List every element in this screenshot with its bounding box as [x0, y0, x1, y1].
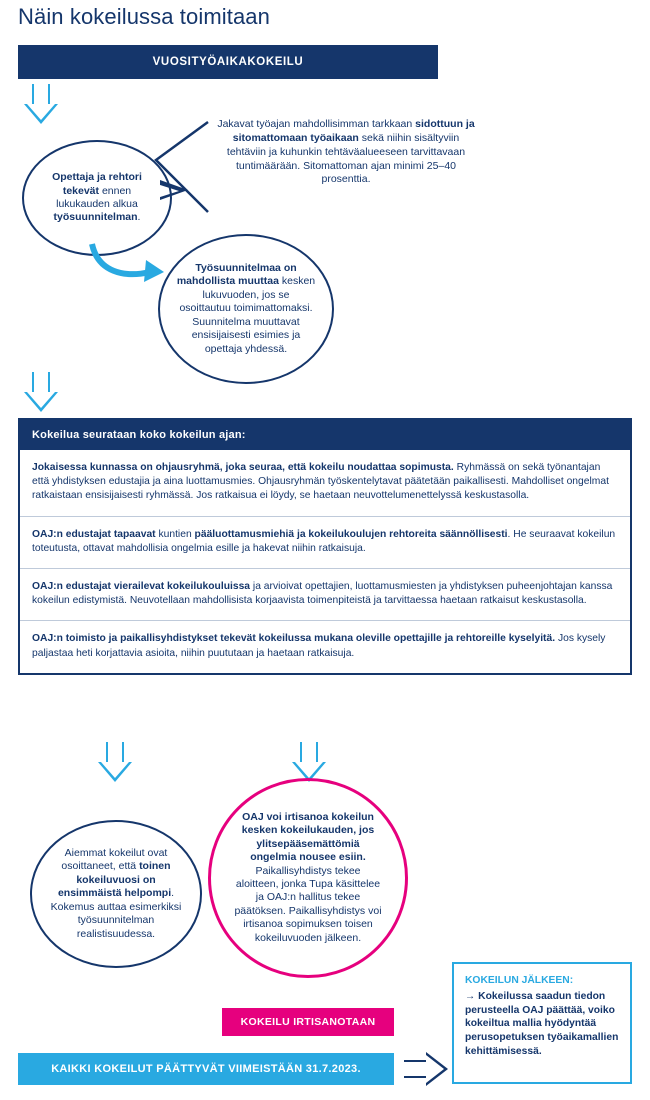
banner-kaikki-kokeilut — [18, 1053, 394, 1085]
bubble-opettaja-bold1: Opettaja ja rehtori tekevät — [52, 171, 142, 197]
bubble-opettaja-mid: ennen lukukauden alkua — [56, 184, 138, 210]
bubble-aiemmat-kokeilut — [30, 820, 202, 968]
bubble-opettaja-tail: . — [137, 211, 141, 224]
banner-kokeilu-irtisanotaan-label: KOKEILU IRTISANOTAAN — [240, 1016, 376, 1028]
arrow-right-icon — [404, 1052, 448, 1086]
callout-part2: sekä niihin sisältyviin tehtäviin ja kuhunkin tehtäväalueeseen tarvittavaan tuntimäärään. Sitomattoman ajan minimi 25–40 prosenttia. — [226, 131, 466, 186]
monitor-item-1-rest: Ryhmässä on sekä työnantajan että yhdistyksen edustajia ja aina luottamusmies. Ohjausryhmän työskentelytavat päätetään paikallisesti. Mahdolliset ongelmat ratkaistaan ensisijaisesti ryhmässä. Jos ratkaisua ei löydy, se haetaan neuvottelumenettelyssä keskustasolla. — [32, 462, 609, 502]
monitor-item-1 — [20, 450, 630, 517]
panel-kokeilua-seurataan — [18, 418, 632, 675]
bubble-aiemmat-part1: Aiemmat kokeilut ovat osoittaneet, että — [61, 846, 168, 873]
arrow-down-icon-2 — [24, 372, 58, 412]
bubble-tys-rest: kesken lukuvuoden, jos se osoittautuu toimimattomaksi. Suunnitelma muuttavat ensisijaisesti esimies ja opettaja yhdessä. — [179, 275, 316, 355]
bubble-aiemmat-bold: toinen kokeiluvuosi on ensimmäistä helpompi — [57, 860, 172, 900]
bubble-oaj-rest: Paikallisyhdistys tekee aloitteen, jonka Tupa käsittelee ja OAJ:n hallitus tekee päätöksen. Paikallisyhdistys voi irtisanoa sopimuksen toisen kokeiluvuoden jälkeen. — [234, 864, 382, 944]
box-after-arrow-icon: → — [465, 990, 479, 1002]
banner-kokeilu-irtisanotaan — [222, 1008, 394, 1036]
bubble-oaj-voi-irtisanoa — [208, 778, 408, 978]
monitor-item-4 — [20, 621, 630, 672]
monitor-item-3 — [20, 569, 630, 621]
arrow-curve-icon — [88, 238, 168, 282]
bubble-tyosuunnitelmaa — [158, 234, 334, 384]
box-after-title: KOKEILUN JÄLKEEN: — [465, 975, 574, 986]
arrow-down-icon-4 — [292, 742, 326, 782]
monitor-item-3-rest: ja arvioivat opettajien, luottamusmiesten ja yhdistyksen puheenjohtajan kanssa kokeilun edistymistä. Neuvotellaan mahdollisista korjaavista toimenpiteistä ja tarvittaessa haetaan ratkaisut keskustasolla. — [32, 581, 613, 607]
bubble-aiemmat-part2: . Kokemus auttaa esimerkiksi työsuunnitelman realistisuudessa. — [50, 887, 182, 940]
box-kokeilun-jalkeen — [452, 962, 632, 1084]
monitor-item-4-bold: OAJ:n toimisto ja paikallisyhdistykset tekevät kokeilussa mukana oleville opettajille ja rehtoreille kyselyitä. — [32, 633, 556, 645]
banner-vuosityoaikakokeilu-label: VUOSITYÖAIKAKOKEILU — [152, 56, 304, 68]
banner-kaikki-kokeilut-label: KAIKKI KOKEILUT PÄÄTTYVÄT VIIMEISTÄÄN 31.7.2023. — [51, 1063, 361, 1075]
monitor-item-2-bold2: pääluottamusmiehiä ja kokeilukoulujen rehtoreita säännöllisesti — [194, 528, 508, 540]
monitor-item-2 — [20, 517, 630, 569]
monitor-item-2-bold: OAJ:n edustajat tapaavat — [32, 528, 156, 540]
monitor-item-2-rest: . He seuraavat kokeilun toteutusta, ottavat mahdollisia ongelmia esille ja hakevat niihin ratkaisuja. — [32, 528, 616, 554]
arrow-down-icon-3 — [98, 742, 132, 782]
monitor-item-2-mid: kuntien — [155, 528, 195, 540]
box-after-text: Kokeilussa saadun tiedon perusteella OAJ päättää, voiko kokeiltua mallia hyödyntää perusopetuksen työaikamallien kehittämisessä. — [465, 990, 619, 1057]
bubble-tys-bold: Työsuunnitelmaa on mahdollista muuttaa — [176, 261, 297, 288]
bubble-oaj-bold: OAJ voi irtisanoa kokeilun kesken kokeilukauden, jos ylitsepääsemättömiä ongelmia nousee esiin. — [241, 810, 375, 864]
monitor-item-4-rest: Jos kysely paljastaa heti korjattavia asioita, niihin puututaan ja haetaan ratkaisuja. — [32, 633, 606, 659]
box-after-body — [465, 990, 619, 1059]
arrow-down-icon-1 — [24, 84, 58, 124]
callout-bold: sidottuun ja sitomattomaan työaikaan — [232, 118, 475, 144]
banner-vuosityoaikakokeilu — [18, 45, 438, 79]
callout-tyoaika-text — [212, 118, 480, 187]
page-title: Näin kokeilussa toimitaan — [18, 4, 270, 29]
monitor-item-1-bold: Jokaisessa kunnassa on ohjausryhmä, joka seuraa, että kokeilu noudattaa sopimusta. — [32, 462, 454, 473]
panel-header: Kokeilua seurataan koko kokeilun ajan: — [20, 420, 630, 450]
callout-part1: Jakavat työajan mahdollisimman tarkkaan — [217, 118, 416, 130]
monitor-item-3-bold: OAJ:n edustajat vierailevat kokeilukouluissa — [32, 581, 251, 593]
bubble-opettaja-bold2: työsuunnitelman — [53, 211, 138, 224]
